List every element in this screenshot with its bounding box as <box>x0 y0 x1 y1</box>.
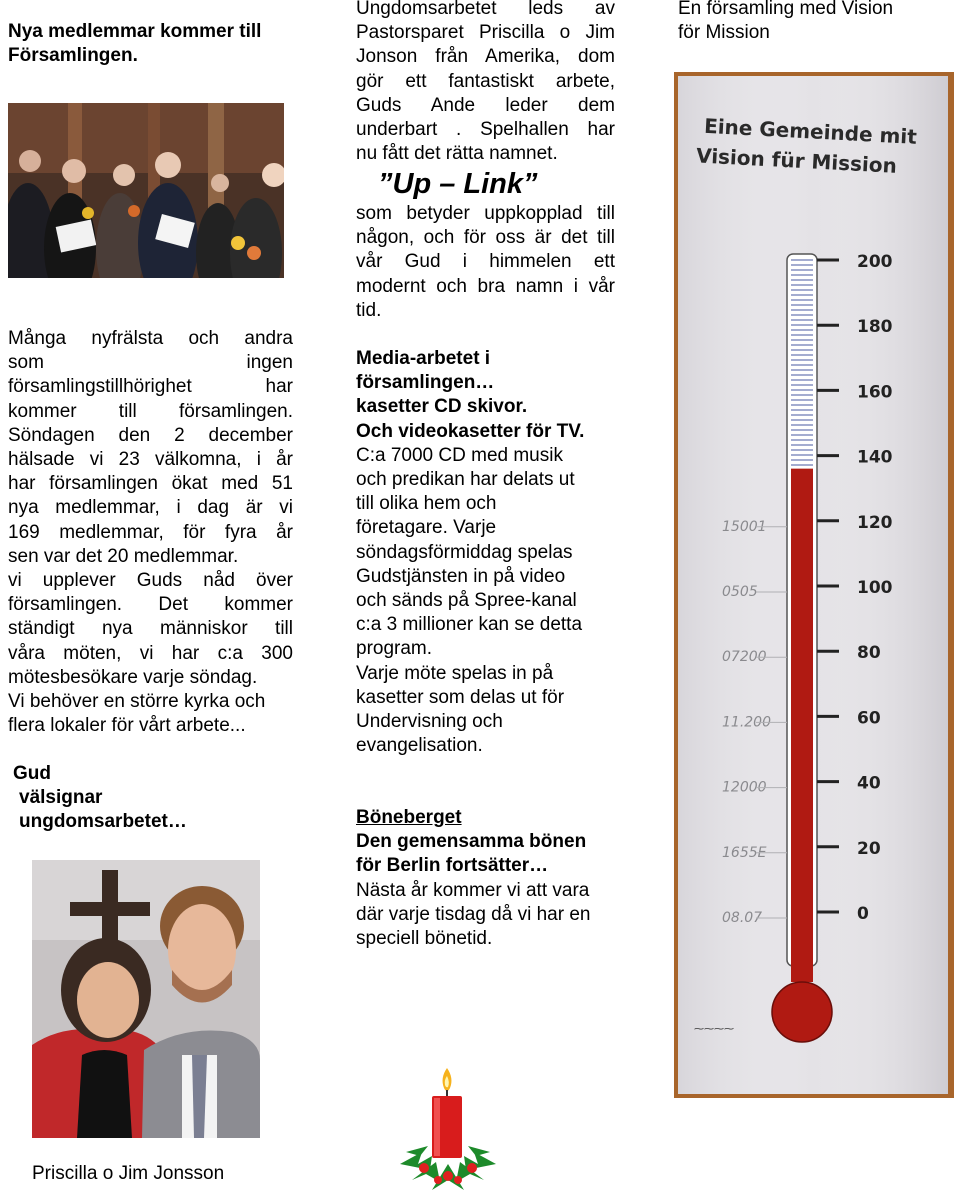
col1-body-line: ständigt nya människor till <box>8 618 293 640</box>
prayer-body-line: speciell bönetid. <box>356 928 493 950</box>
col1-body-line: Vi behöver en större kyrka och <box>8 691 266 713</box>
poster-title-line: Eine Gemeinde mit <box>703 113 918 149</box>
media-heading-line: Och videokasetter för TV. <box>356 420 585 442</box>
scale-label: 160 <box>857 382 893 403</box>
uplink-desc-line: modernt och bra namn i vår <box>356 275 615 297</box>
left-mark: 0505 <box>722 584 758 600</box>
poster-title-line: Vision für Mission <box>695 143 898 178</box>
col1-body-line: nya medlemmar, i dag är vi <box>8 497 293 519</box>
uplink-title-text: ”Up – Link” <box>378 168 538 200</box>
col1-body <box>8 327 293 738</box>
col1-body-line: har församlingen ökat med 51 <box>8 473 293 495</box>
col1-body-line: hälsade vi 23 välkomna, i år <box>8 449 293 471</box>
left-mark: 12000 <box>722 779 767 796</box>
col1-heading-line: Nya medlemmar kommer till <box>8 21 262 42</box>
col1-heading <box>8 20 298 68</box>
left-mark: 08.07 <box>722 910 763 926</box>
poster-footer-scribble: ⁓⁓⁓⁓ <box>694 1024 734 1035</box>
media-body-line: Gudstjänsten in på video <box>356 565 566 587</box>
col3-title-line: En församling med Vision <box>678 0 894 19</box>
uplink-desc-line: någon, och för oss är det till <box>356 227 615 249</box>
col2-intro-line: Pastorsparet Priscilla o Jim <box>356 22 615 44</box>
photo-caption <box>32 1162 312 1186</box>
media-heading-line: kasetter CD skivor. <box>356 396 528 418</box>
group-photo <box>8 103 284 278</box>
couple-photo-illustration <box>32 860 260 1138</box>
col1-body-line: Söndagen den 2 december <box>8 424 293 446</box>
col3-title <box>678 0 958 45</box>
col1-body-line: församlingen. Det kommer <box>8 594 293 616</box>
media-body-line: Undervisning och <box>356 711 503 733</box>
col2-intro-line: Ungdomsarbetet leds av <box>356 0 615 19</box>
prayer-body-line: Nästa år kommer vi att vara <box>356 879 590 901</box>
media-body-line: program. <box>356 638 433 660</box>
blessing <box>13 762 273 835</box>
left-mark: 15001 <box>722 518 767 535</box>
prayer-section <box>356 806 626 951</box>
uplink-desc-line: vår Gud i himmelen ett <box>356 251 615 273</box>
media-body-line: företagare. Varje <box>356 517 497 539</box>
col2-intro-line: gör ett fantastiskt arbete, <box>356 70 615 92</box>
blessing-line: ungdomsarbetet… <box>19 811 187 833</box>
col1-body-line: sen var det 20 medlemmar. <box>8 545 239 567</box>
uplink-desc <box>356 202 615 323</box>
col1-body-line: församlingstillhörighet har <box>8 376 293 398</box>
media-body-line: och sänds på Spree-kanal <box>356 590 577 612</box>
media-heading-line: församlingen… <box>356 372 495 394</box>
left-mark: 11.200 <box>722 714 771 731</box>
media-body-line: C:a 7000 CD med musik <box>356 444 563 466</box>
col2-intro-line: Jonson från Amerika, dom <box>356 46 615 68</box>
col1-body-line: våra möten, vi har c:a 300 <box>8 642 293 664</box>
media-body-line: Varje möte spelas in på <box>356 662 554 684</box>
blessing-line: Gud <box>13 763 51 784</box>
media-section <box>356 347 626 758</box>
media-body-line: till olika hem och <box>356 493 497 515</box>
thermometer-bulb <box>772 982 832 1042</box>
col2-intro-line: nu fått det rätta namnet. <box>356 143 558 165</box>
photo-caption-text: Priscilla o Jim Jonsson <box>32 1163 225 1184</box>
col1-body-line: Många nyfrälsta och andra <box>8 328 293 349</box>
col3-title-line: för Mission <box>678 22 770 44</box>
scale-label: 20 <box>857 838 881 859</box>
candle-illustration <box>392 1064 504 1198</box>
prayer-heading-line: för Berlin fortsätter… <box>356 855 549 877</box>
media-body-line: evangelisation. <box>356 735 483 757</box>
thermometer-mercury <box>791 469 813 982</box>
col1-body-line: 169 medlemmar, för fyra år <box>8 521 293 543</box>
media-body-line: c:a 3 millioner kan se detta <box>356 614 583 636</box>
scale-label: 200 <box>857 252 893 272</box>
col2-intro-line: Guds Ande leder dem <box>356 94 615 116</box>
col2-intro <box>356 0 615 166</box>
col1-body-line: som ingen <box>8 352 293 374</box>
scale-label: 140 <box>857 447 893 468</box>
group-photo-illustration <box>8 103 284 278</box>
media-body-line: kasetter som delas ut för <box>356 686 565 708</box>
uplink-title <box>378 166 618 202</box>
scale-label: 40 <box>857 773 881 794</box>
scale-label: 60 <box>857 708 881 729</box>
uplink-desc-line: tid. <box>356 299 382 321</box>
scale-label: 0 <box>857 904 869 924</box>
col1-body-line: flera lokaler för vårt arbete... <box>8 715 246 737</box>
couple-photo <box>32 860 260 1138</box>
prayer-body-line: där varje tisdag då vi har en <box>356 903 591 925</box>
left-mark: 1655E <box>722 844 767 861</box>
col1-body-line: kommer till församlingen. <box>8 400 293 422</box>
left-mark: 07200 <box>722 649 767 666</box>
scale-label: 80 <box>857 643 881 664</box>
col2-intro-line: underbart . Spelhallen har <box>356 119 615 141</box>
candle-icon <box>392 1064 504 1198</box>
thermometer-poster <box>674 72 954 1098</box>
prayer-heading-line: Den gemensamma bönen <box>356 831 587 853</box>
media-body-line: och predikan har delats ut <box>356 469 575 491</box>
prayer-title: Böneberget <box>356 807 462 828</box>
col1-body-line: vi upplever Guds nåd över <box>8 570 293 592</box>
media-heading-line: Media-arbetet i <box>356 348 491 369</box>
col1-body-line: mötesbesökare varje söndag. <box>8 666 258 688</box>
media-body-line: söndagsförmiddag spelas <box>356 541 573 563</box>
scale-label: 180 <box>857 317 893 338</box>
scale-label: 100 <box>857 578 893 598</box>
blessing-line: välsignar <box>19 787 103 809</box>
thermometer-illustration <box>674 72 954 1098</box>
col1-heading-line: Församlingen. <box>8 45 138 67</box>
scale-label: 120 <box>857 512 893 533</box>
uplink-desc-line: som betyder uppkopplad till <box>356 203 615 224</box>
